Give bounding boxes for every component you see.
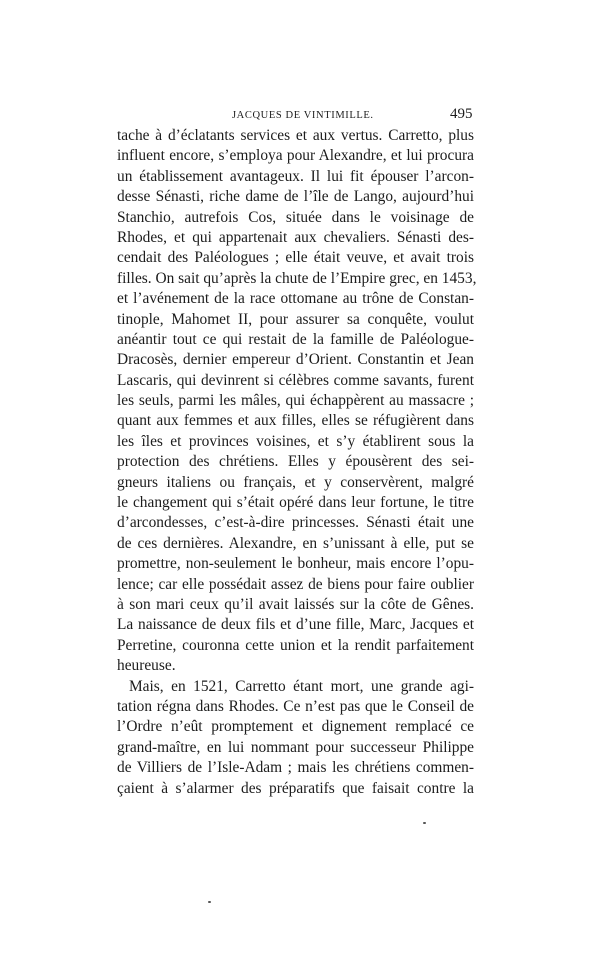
text-line: un établissement avantageux. Il lui fit épouser l’arcon- bbox=[117, 167, 474, 185]
text-line: influent encore, s’employa pour Alexandre, et lui procura bbox=[117, 147, 474, 165]
text-line: Perretine, couronna cette union et la rendit parfaitement bbox=[117, 636, 474, 654]
text-line: les îles et provinces voisines, et s’y établirent sous la bbox=[117, 432, 474, 450]
text-line: promettre, non-seulement le bonheur, mais encore l’opu- bbox=[117, 555, 474, 573]
page-number: 495 bbox=[450, 106, 473, 122]
body-text bbox=[117, 126, 477, 799]
text-line: tache à d’éclatants services et aux vertus. Carretto, plus bbox=[117, 127, 474, 144]
text-line: filles. On sait qu’après la chute de l’Empire grec, en 1453, bbox=[117, 269, 477, 287]
text-line: quant aux femmes et aux filles, elles se réfugièrent dans bbox=[117, 412, 474, 430]
text-line: les seuls, parmi les mâles, qui échappèrent au massacre ; bbox=[117, 392, 474, 410]
text-line: Lascaris, qui devinrent si célèbres comme savants, furent bbox=[117, 371, 474, 389]
text-line: à son mari ceux qu’il avait laissés sur la côte de Gênes. bbox=[117, 595, 474, 613]
text-line: cendait des Paléologues ; elle était veuve, et avait trois bbox=[117, 249, 474, 267]
paragraph-first-line: Mais, en 1521, Carretto étant mort, une grande agi- bbox=[129, 677, 474, 695]
text-line: tinople, Mahomet II, pour assurer sa conquête, voulut bbox=[117, 310, 474, 328]
text-line: et l’avénement de la race ottomane au trône de Constan- bbox=[117, 290, 474, 308]
text-line: d’arcondesses, c’est-à-dire princesses. Sénasti était une bbox=[117, 514, 474, 532]
running-head: JACQUES DE VINTIMILLE. bbox=[232, 110, 374, 121]
text-line: tation régna dans Rhodes. Ce n’est pas que le Conseil de bbox=[117, 697, 474, 715]
text-line: gneurs italiens ou français, et y conservèrent, malgré bbox=[117, 473, 474, 491]
text-line: de ces dernières. Alexandre, en s’unissant à elle, put se bbox=[117, 534, 474, 552]
text-line: Stanchio, autrefois Cos, située dans le voisinage de bbox=[117, 208, 474, 226]
text-line: La naissance de deux fils et d’une fille, Marc, Jacques et bbox=[117, 616, 474, 634]
ink-speck bbox=[208, 901, 211, 903]
text-line: de Villiers de l’Isle-Adam ; mais les chrétiens commen- bbox=[117, 759, 474, 777]
text-line: Rhodes, et qui appartenait aux chevaliers. Sénasti des- bbox=[117, 228, 474, 246]
page-header bbox=[0, 106, 600, 126]
text-line: desse Sénasti, riche dame de l’île de Lango, aujourd’hui bbox=[117, 188, 474, 206]
text-line: çaient à s’alarmer des préparatifs que faisait contre la bbox=[117, 779, 474, 797]
text-line: lence; car elle possédait assez de biens pour faire oublier bbox=[117, 575, 474, 593]
ink-speck bbox=[423, 822, 426, 824]
text-line: grand-maître, en lui nommant pour successeur Philippe bbox=[117, 738, 474, 756]
text-line: Dracosès, dernier empereur d’Orient. Constantin et Jean bbox=[117, 351, 474, 369]
text-line: l’Ordre n’eût promptement et dignement remplacé ce bbox=[117, 718, 474, 736]
text-line: anéantir tout ce qui restait de la famille de Paléologue- bbox=[117, 330, 474, 348]
paragraph-last-line: heureuse. bbox=[117, 657, 176, 675]
text-line: le changement qui s’était opéré dans leur fortune, le titre bbox=[117, 494, 474, 512]
text-line: protection des chrétiens. Elles y épousèrent des sei- bbox=[117, 453, 474, 471]
